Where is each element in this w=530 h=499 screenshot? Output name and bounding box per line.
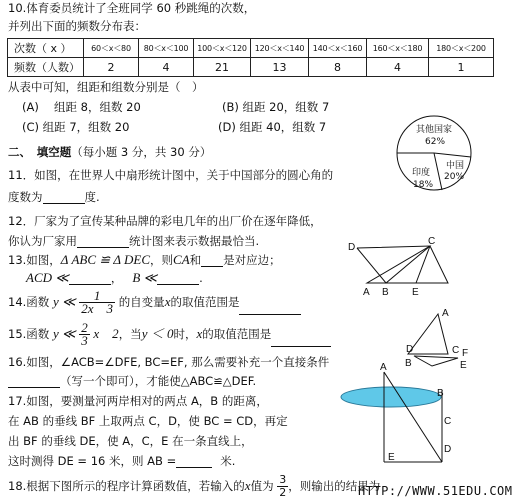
point-label-e: E xyxy=(412,287,419,298)
q12-line2 xyxy=(8,234,259,248)
q13-suffix: 是对应边； xyxy=(223,253,281,267)
q14-post: 的取值范围是 xyxy=(170,295,240,309)
q17-line4 xyxy=(8,454,235,468)
q13-angle-acd: ACD ≪ xyxy=(26,270,69,285)
option-c: (C) 组距 7，组数 20 xyxy=(22,120,130,134)
table-cell: 8 xyxy=(309,58,367,77)
q11-line1: 11．如图，在世界人中扇形统计图中，关于中国部分的圆心角的 xyxy=(8,168,334,182)
q13-line2 xyxy=(26,271,203,285)
answer-blank[interactable] xyxy=(8,375,60,388)
q10-question: 从表中可知，组距和组数分别是（ ） xyxy=(8,80,204,94)
table-header-times: 次数（ x ） xyxy=(8,39,84,58)
q15-mid2: 时， xyxy=(173,327,197,341)
q10-stem-line2: 并列出下面的频数分布表： xyxy=(8,19,146,33)
q15-prefix: 15.函数 xyxy=(8,327,50,341)
table-cell: 13 xyxy=(251,58,309,77)
point-label-a: A xyxy=(442,308,449,319)
table-cell: 21 xyxy=(194,58,251,77)
point-label-e: E xyxy=(460,360,467,371)
q15-xpart: x 2 xyxy=(93,326,119,341)
q17-prefix: 这时测得 DE = 16 米，则 AB = xyxy=(8,454,177,468)
q13-ca: CA xyxy=(173,252,190,267)
point-label-f: F xyxy=(462,348,469,359)
table-cell: 4 xyxy=(367,58,429,77)
answer-blank[interactable] xyxy=(271,334,331,347)
figure-13 xyxy=(344,236,450,300)
q15-numerator: 2 xyxy=(81,320,88,335)
q13-then: ，则 xyxy=(150,253,174,267)
q13-congruence: Δ ABC ≌ Δ DEC xyxy=(60,252,151,267)
q13-angle-b: B ≪ xyxy=(132,270,158,285)
q13-sep: ， xyxy=(110,271,123,285)
q13-end: . xyxy=(199,271,203,285)
answer-blank[interactable] xyxy=(157,272,199,285)
q14-numerator: 1 xyxy=(79,290,115,303)
q11-suffix: 度. xyxy=(84,190,100,204)
answer-blank[interactable] xyxy=(239,302,301,315)
q14-y: y ≪ xyxy=(52,294,76,309)
table-cell: 4 xyxy=(139,58,194,77)
section-note: （每小题 3 分，共 30 分） xyxy=(71,145,212,159)
table-header-frequency: 频数（人数） xyxy=(8,58,84,77)
figure-edges xyxy=(357,246,430,283)
option-d: (D) 组距 40，组数 7 xyxy=(218,120,327,134)
answer-blank[interactable] xyxy=(43,191,85,204)
q17-line1: 17.如图，要测量河两岸相对的两点 A，B 的距离， xyxy=(8,394,268,408)
table-row xyxy=(8,39,494,58)
q13-and: 和 xyxy=(189,253,202,267)
point-label-d: D xyxy=(348,242,356,253)
q15-denominator: 3 xyxy=(81,333,88,348)
pie-label-china-pct: 20% xyxy=(444,172,465,182)
figure-17 xyxy=(336,362,486,472)
point-label-b: B xyxy=(437,388,444,399)
pie-divider xyxy=(434,153,442,190)
q18-fraction xyxy=(277,474,288,499)
point-label-b: B xyxy=(405,358,412,369)
q18-post: ，则输出的结果为 xyxy=(288,479,381,493)
pie-label-china-name: 中国 xyxy=(446,161,465,171)
q14-denominator: 2x 3 xyxy=(81,301,114,316)
option-a: (A) 组距 8，组数 20 xyxy=(22,100,141,114)
table-cell: 80＜x＜100 xyxy=(139,39,194,58)
pie-label-others-pct: 62% xyxy=(425,137,446,147)
q14-prefix: 14.函数 xyxy=(8,295,50,309)
q18-mid: 值为 xyxy=(250,479,274,493)
q12-suffix: 统计图来表示数据最恰当. xyxy=(129,234,260,248)
q15-fraction xyxy=(79,322,90,347)
q18-denominator: 2 xyxy=(279,486,287,499)
q12-prefix: 你认为厂家用 xyxy=(8,234,77,248)
table-cell: 2 xyxy=(84,58,139,77)
pie-label-others-name: 其他国家 xyxy=(416,125,453,135)
point-label-e: E xyxy=(388,452,395,463)
table-cell: 140＜x＜160 xyxy=(309,39,367,58)
q17-line2: 在 AB 的垂线 BF 上取两点 C，D，使 BC = CD，再定 xyxy=(8,414,288,428)
point-label-b: B xyxy=(382,287,389,298)
table-cell: 60＜x＜80 xyxy=(84,39,139,58)
pie-label-india-pct: 18% xyxy=(413,180,434,190)
point-label-c: C xyxy=(444,416,452,427)
point-label-a: A xyxy=(380,362,387,373)
table-cell: 100＜x＜120 xyxy=(194,39,251,58)
section-title: 二、 填空题 xyxy=(8,145,72,159)
answer-blank[interactable] xyxy=(69,272,111,285)
answer-blank[interactable] xyxy=(201,254,223,267)
table-cell: 1 xyxy=(429,58,494,77)
frequency-table xyxy=(7,38,494,77)
q14-fraction xyxy=(79,290,115,315)
point-label-a: A xyxy=(363,287,370,298)
section-heading xyxy=(8,145,211,159)
table-cell: 160＜x＜180 xyxy=(367,39,429,58)
q18-x: x xyxy=(244,478,251,493)
q13-line1 xyxy=(8,253,281,267)
q14-x: x xyxy=(164,294,171,309)
q15-post: 的取值范围是 xyxy=(202,327,272,341)
river xyxy=(341,387,441,407)
pie-label-india-name: 印度 xyxy=(412,168,431,178)
q10-stem-line1: 10.体育委员统计了全班同学 60 秒跳绳的次数， xyxy=(8,1,256,15)
q15-x: x xyxy=(196,326,203,341)
answer-blank[interactable] xyxy=(176,455,212,468)
q11-line2 xyxy=(8,190,100,204)
q12-line1: 12．厂家为了宣传某种品牌的彩电几年的出厂价在逐年降低， xyxy=(8,214,322,228)
q14 xyxy=(8,289,301,315)
q14-mid: 的自变量 xyxy=(118,295,165,309)
q18-prefix: 18.根据下图所示的程序计算函数值，若输入的 xyxy=(8,479,245,493)
q13-prefix: 13.如图， xyxy=(8,253,61,267)
pie-divider xyxy=(434,153,471,157)
q11-prefix: 度数为 xyxy=(8,190,43,204)
point-label-c: C xyxy=(452,345,460,356)
q15 xyxy=(8,321,331,347)
table-cell: 180＜x＜200 xyxy=(429,39,494,58)
q16-line2 xyxy=(8,374,256,388)
q18-numerator: 3 xyxy=(279,473,287,486)
q16-suffix: （写一个即可），才能使△ABC≌△DEF. xyxy=(60,374,257,388)
triangle-abc xyxy=(408,314,448,354)
q17-suffix: 米. xyxy=(220,454,236,468)
q15-condition: y ＜ 0 xyxy=(141,326,174,341)
table-row xyxy=(8,58,494,77)
watermark: HTTP://WWW.51EDU.COM xyxy=(358,484,513,498)
q15-y: y ≪ xyxy=(52,326,76,341)
pie-chart xyxy=(394,112,474,194)
q15-mid: ，当 xyxy=(118,327,142,341)
q16-line1: 16.如图，∠ACB=∠DFE, BC=EF, 那么需要补充一个直接条件 xyxy=(8,355,330,369)
table-cell: 120＜x＜140 xyxy=(251,39,309,58)
point-label-c: C xyxy=(428,236,436,247)
line-ae xyxy=(384,372,442,462)
q17-line3: 出 BF 的垂线 DE，使 A，C，E 在一条直线上， xyxy=(8,434,253,448)
q18 xyxy=(8,474,380,499)
point-label-d: D xyxy=(406,344,414,355)
option-b: (B) 组距 20，组数 7 xyxy=(222,100,330,114)
answer-blank[interactable] xyxy=(77,235,129,248)
point-label-d: D xyxy=(444,444,452,455)
